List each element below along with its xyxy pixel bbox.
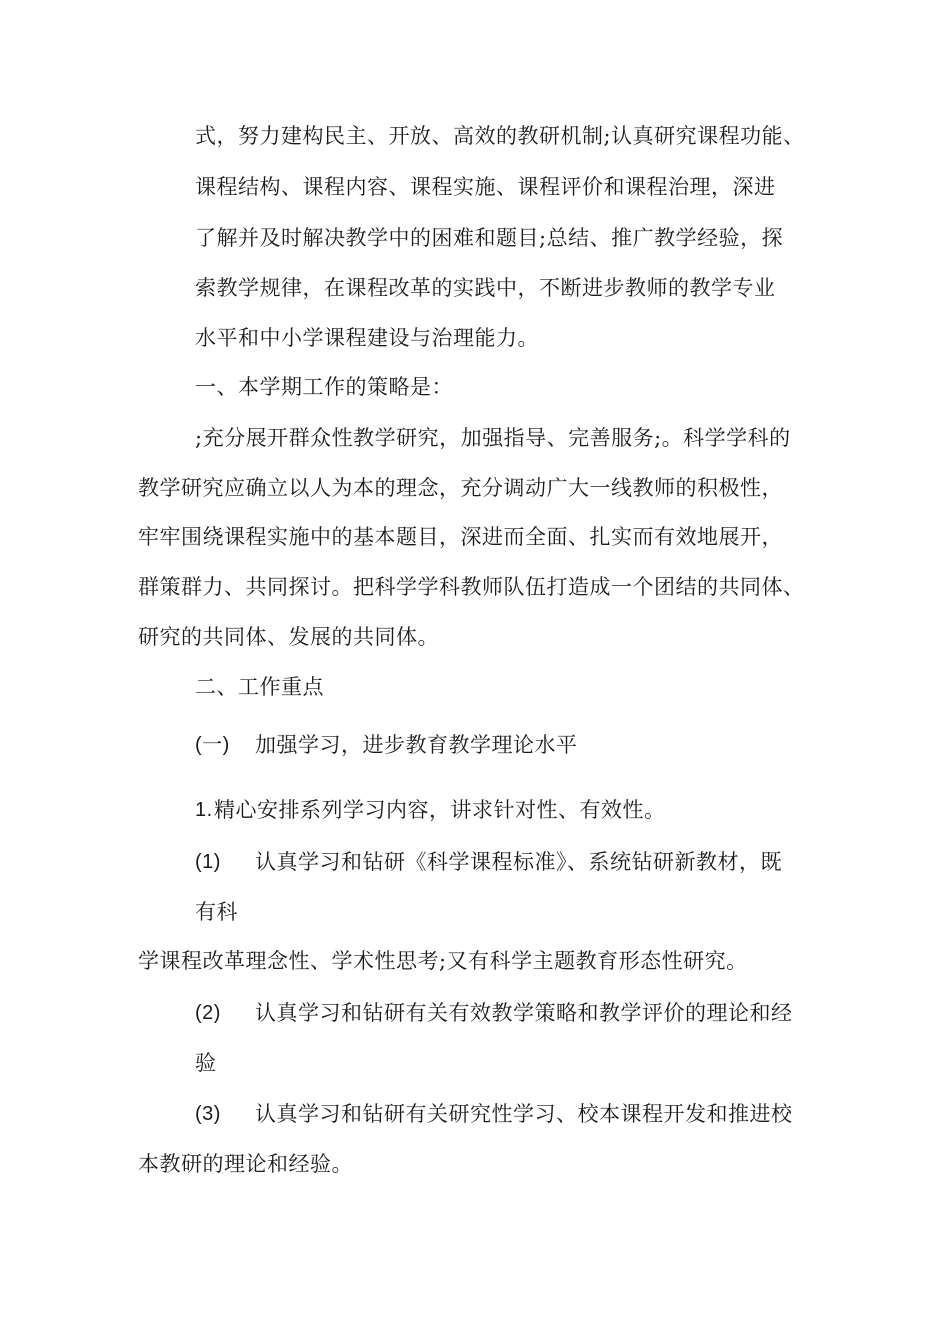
section-one-title: 加强学习，进步教育教学理论水平: [255, 733, 578, 757]
paragraph-line: 研究的共同体、发展的共同体。: [138, 625, 439, 649]
paragraph-line: 了解并及时解决教学中的困难和题目;总结、推广教学经验，探: [195, 226, 784, 250]
paragraph-line: 群策群力、共同探讨。把科学学科教师队伍打造成一个团结的共同体、: [138, 575, 805, 599]
item-one-marker: 1.: [195, 799, 213, 821]
item-one-text: 精心安排系列学习内容，讲求针对性、有效性。: [214, 798, 666, 822]
sub-item-2-line1: 认真学习和钻研有关有效教学策略和教学评价的理论和经: [255, 1001, 793, 1025]
paragraph-line: 式，努力建构民主、开放、高效的教研机制;认真研究课程功能、: [195, 124, 805, 148]
sub-item-2-marker: (2): [195, 1002, 221, 1024]
paragraph-line: 教学研究应确立以人为本的理念，充分调动广大一线教师的积极性，: [138, 476, 783, 500]
paragraph-line: ;充分展开群众性教学研究，加强指导、完善服务;。科学学科的: [195, 426, 791, 450]
paragraph-line: 水平和中小学课程建设与治理能力。: [195, 326, 539, 350]
sub-item-3-line2: 本教研的理论和经验。: [138, 1152, 353, 1176]
heading-strategy: 一、本学期工作的策略是：: [195, 375, 453, 399]
sub-item-1-marker: (1): [195, 851, 221, 873]
section-one-marker: (一): [195, 734, 230, 756]
paragraph-line: 牢牢围绕课程实施中的基本题目，深进而全面、扎实而有效地展开，: [138, 525, 783, 549]
sub-item-3-marker: (3): [195, 1103, 221, 1125]
sub-item-1-line1: 认真学习和钻研《科学课程标准》、系统钻研新教材，既: [255, 850, 782, 874]
sub-item-3-line1: 认真学习和钻研有关研究性学习、校本课程开发和推进校: [255, 1102, 793, 1126]
paragraph-line: 课程结构、课程内容、课程实施、课程评价和课程治理，深进: [195, 175, 776, 199]
paragraph-line: 索教学规律，在课程改革的实践中，不断进步教师的教学专业: [195, 276, 776, 300]
sub-item-1-line3: 学课程改革理念性、学术性思考;又有科学主题教育形态性研究。: [138, 949, 748, 973]
sub-item-1-line2: 有科: [195, 900, 238, 924]
heading-key-work: 二、工作重点: [195, 675, 324, 699]
sub-item-2-line2: 验: [195, 1051, 217, 1075]
